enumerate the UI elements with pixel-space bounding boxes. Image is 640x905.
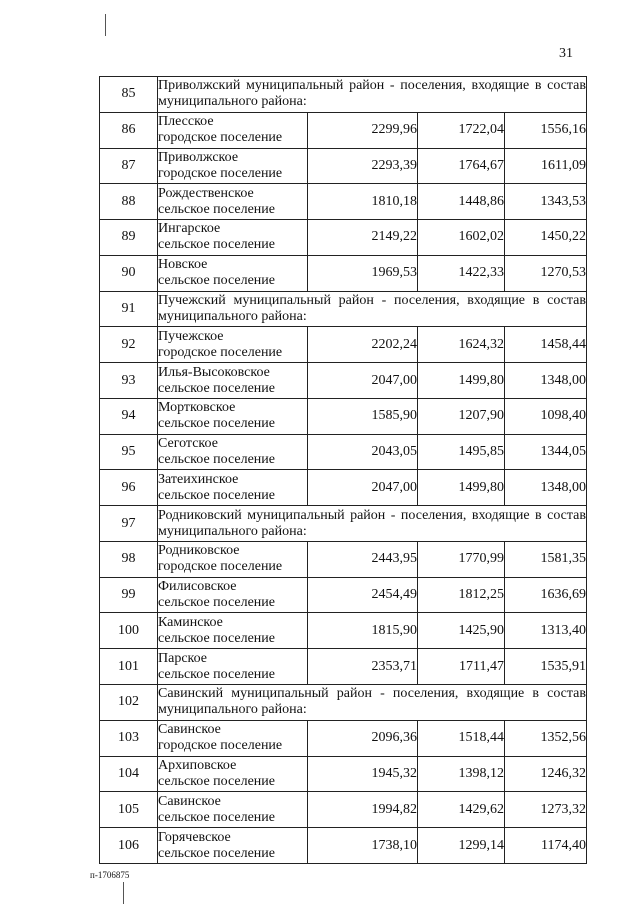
value-col-2: 1624,32 — [418, 327, 505, 363]
settlement-name — [158, 434, 308, 470]
settlement-name-line2: городское поселение — [158, 130, 283, 146]
value-col-2: 1602,02 — [418, 220, 505, 256]
page-number: 31 — [559, 46, 573, 61]
district-header-row — [100, 77, 587, 113]
settlement-name-line2: сельское поселение — [158, 380, 275, 396]
value-col-1: 1585,90 — [308, 398, 418, 434]
settlement-name — [158, 112, 308, 148]
settlement-name — [158, 792, 308, 828]
settlement-name — [158, 756, 308, 792]
value-col-3: 1174,40 — [505, 828, 587, 864]
table-row — [100, 541, 587, 577]
settlement-name-line1: Родниковское — [158, 543, 240, 559]
row-number: 90 — [100, 255, 158, 291]
row-number: 96 — [100, 470, 158, 506]
settlement-name-line1: Горячевское — [158, 829, 231, 845]
row-number: 91 — [100, 291, 158, 327]
settlement-name-line1: Мортковское — [158, 400, 236, 416]
table-row — [100, 577, 587, 613]
value-col-1: 1738,10 — [308, 828, 418, 864]
settlement-name-line1: Архиповское — [158, 757, 237, 773]
value-col-2: 1495,85 — [418, 434, 505, 470]
value-col-3: 1343,53 — [505, 184, 587, 220]
row-number: 103 — [100, 720, 158, 756]
value-col-2: 1499,80 — [418, 470, 505, 506]
value-col-3: 1581,35 — [505, 541, 587, 577]
district-header-row — [100, 685, 587, 721]
settlement-name — [158, 184, 308, 220]
row-number: 102 — [100, 685, 158, 721]
value-col-3: 1352,56 — [505, 720, 587, 756]
row-number: 85 — [100, 77, 158, 113]
value-col-2: 1499,80 — [418, 363, 505, 399]
table-row — [100, 184, 587, 220]
settlement-name-line1: Савинское — [158, 722, 221, 738]
row-number: 104 — [100, 756, 158, 792]
district-header-row — [100, 506, 587, 542]
row-number: 106 — [100, 828, 158, 864]
value-col-2: 1207,90 — [418, 398, 505, 434]
value-col-2: 1448,86 — [418, 184, 505, 220]
value-col-3: 1348,00 — [505, 363, 587, 399]
settlement-name — [158, 541, 308, 577]
table-row — [100, 220, 587, 256]
value-col-3: 1458,44 — [505, 327, 587, 363]
table-row — [100, 398, 587, 434]
value-col-1: 2202,24 — [308, 327, 418, 363]
settlement-name-line2: городское поселение — [158, 738, 283, 754]
value-col-3: 1246,32 — [505, 756, 587, 792]
settlement-name-line1: Плесское — [158, 114, 214, 130]
value-col-2: 1711,47 — [418, 649, 505, 685]
value-col-2: 1398,12 — [418, 756, 505, 792]
value-col-1: 2443,95 — [308, 541, 418, 577]
settlements-table — [99, 76, 587, 864]
settlement-name-line2: городское поселение — [158, 344, 283, 360]
value-col-1: 2149,22 — [308, 220, 418, 256]
row-number: 95 — [100, 434, 158, 470]
settlement-name — [158, 327, 308, 363]
settlement-name-line1: Савинское — [158, 793, 221, 809]
settlement-name-line1: Рождественское — [158, 185, 254, 201]
value-col-1: 1815,90 — [308, 613, 418, 649]
settlement-name-line2: сельское поселение — [158, 809, 275, 825]
row-number: 87 — [100, 148, 158, 184]
value-col-1: 2043,05 — [308, 434, 418, 470]
value-col-2: 1812,25 — [418, 577, 505, 613]
settlement-name-line2: сельское поселение — [158, 416, 275, 432]
table-row — [100, 434, 587, 470]
settlement-name-line1: Новское — [158, 257, 208, 273]
table-row — [100, 255, 587, 291]
district-title: Савинский муниципальный район - поселения, входящие в состав муниципального района: — [158, 685, 587, 721]
settlement-name — [158, 613, 308, 649]
settlement-name-line2: сельское поселение — [158, 630, 275, 646]
settlement-name-line2: сельское поселение — [158, 773, 275, 789]
settlement-name — [158, 220, 308, 256]
value-col-3: 1636,69 — [505, 577, 587, 613]
value-col-1: 2293,39 — [308, 148, 418, 184]
value-col-1: 2353,71 — [308, 649, 418, 685]
settlement-name — [158, 577, 308, 613]
settlement-name-line1: Приволжское — [158, 149, 239, 165]
settlement-name-line1: Парское — [158, 650, 208, 666]
row-number: 88 — [100, 184, 158, 220]
scan-mark-top — [105, 14, 106, 36]
row-number: 99 — [100, 577, 158, 613]
settlement-name-line1: Затеихинское — [158, 471, 239, 487]
table-row — [100, 828, 587, 864]
value-col-1: 1969,53 — [308, 255, 418, 291]
settlement-name-line2: сельское поселение — [158, 237, 275, 253]
settlement-name-line2: сельское поселение — [158, 595, 275, 611]
district-title: Родниковский муниципальный район - поселения, входящие в состав муниципального района: — [158, 506, 587, 542]
value-col-3: 1273,32 — [505, 792, 587, 828]
district-title: Приволжский муниципальный район - поселения, входящие в состав муниципального района: — [158, 77, 587, 113]
table-row — [100, 720, 587, 756]
settlement-name-line1: Илья-Высоковское — [158, 364, 270, 380]
row-number: 97 — [100, 506, 158, 542]
value-col-1: 2096,36 — [308, 720, 418, 756]
value-col-3: 1556,16 — [505, 112, 587, 148]
value-col-1: 2299,96 — [308, 112, 418, 148]
settlement-name-line2: сельское поселение — [158, 201, 275, 217]
settlement-name — [158, 649, 308, 685]
settlement-name-line1: Каминское — [158, 614, 223, 630]
table-row — [100, 613, 587, 649]
settlement-name-line2: сельское поселение — [158, 273, 275, 289]
row-number: 100 — [100, 613, 158, 649]
settlement-name-line2: городское поселение — [158, 559, 283, 575]
value-col-3: 1450,22 — [505, 220, 587, 256]
value-col-2: 1770,99 — [418, 541, 505, 577]
table-row — [100, 148, 587, 184]
settlement-name-line1: Ингарское — [158, 221, 221, 237]
row-number: 89 — [100, 220, 158, 256]
settlement-name — [158, 148, 308, 184]
value-col-3: 1270,53 — [505, 255, 587, 291]
value-col-3: 1348,00 — [505, 470, 587, 506]
table-body — [100, 77, 587, 864]
table-row — [100, 327, 587, 363]
value-col-2: 1518,44 — [418, 720, 505, 756]
value-col-3: 1098,40 — [505, 398, 587, 434]
row-number: 86 — [100, 112, 158, 148]
value-col-2: 1429,62 — [418, 792, 505, 828]
settlement-name — [158, 720, 308, 756]
settlement-name — [158, 470, 308, 506]
value-col-2: 1299,14 — [418, 828, 505, 864]
district-title: Пучежский муниципальный район - поселения, входящие в состав муниципального района: — [158, 291, 587, 327]
row-number: 101 — [100, 649, 158, 685]
settlement-name-line2: сельское поселение — [158, 845, 275, 861]
value-col-1: 2047,00 — [308, 470, 418, 506]
table-row — [100, 470, 587, 506]
value-col-3: 1313,40 — [505, 613, 587, 649]
settlement-name-line1: Филисовское — [158, 579, 237, 595]
table-row — [100, 649, 587, 685]
table-row — [100, 363, 587, 399]
value-col-1: 2047,00 — [308, 363, 418, 399]
value-col-2: 1764,67 — [418, 148, 505, 184]
value-col-3: 1535,91 — [505, 649, 587, 685]
row-number: 92 — [100, 327, 158, 363]
value-col-3: 1344,05 — [505, 434, 587, 470]
settlement-name-line2: сельское поселение — [158, 452, 275, 468]
settlement-name-line2: сельское поселение — [158, 487, 275, 503]
settlement-name-line2: городское поселение — [158, 165, 283, 181]
row-number: 93 — [100, 363, 158, 399]
table-row — [100, 112, 587, 148]
settlement-name — [158, 363, 308, 399]
value-col-1: 1994,82 — [308, 792, 418, 828]
value-col-2: 1422,33 — [418, 255, 505, 291]
row-number: 98 — [100, 541, 158, 577]
value-col-2: 1425,90 — [418, 613, 505, 649]
settlement-name-line1: Сеготское — [158, 436, 218, 452]
scan-mark-bottom — [123, 882, 124, 904]
value-col-1: 1945,32 — [308, 756, 418, 792]
settlement-name — [158, 828, 308, 864]
settlement-name-line2: сельское поселение — [158, 666, 275, 682]
settlement-name-line1: Пучежское — [158, 328, 224, 344]
district-header-row — [100, 291, 587, 327]
settlement-name — [158, 255, 308, 291]
value-col-2: 1722,04 — [418, 112, 505, 148]
value-col-1: 1810,18 — [308, 184, 418, 220]
table-row — [100, 792, 587, 828]
row-number: 105 — [100, 792, 158, 828]
value-col-3: 1611,09 — [505, 148, 587, 184]
value-col-1: 2454,49 — [308, 577, 418, 613]
table-row — [100, 756, 587, 792]
row-number: 94 — [100, 398, 158, 434]
settlement-name — [158, 398, 308, 434]
document-code: п-1706875 — [90, 870, 130, 880]
